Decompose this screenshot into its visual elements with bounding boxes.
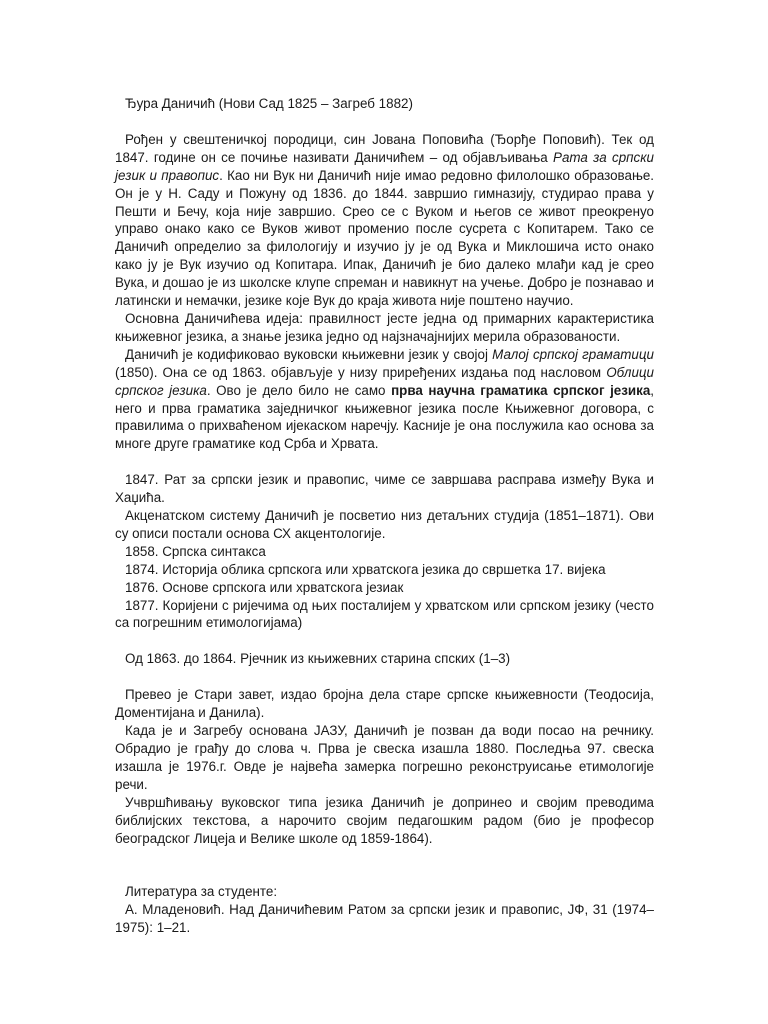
- bio-paragraph-2: Основна Даничићева идеја: правилност јесте једна од примарних карактеристика књижевног језика, а знање језика једно од најзначајнијих мерила образованости.: [115, 310, 654, 344]
- bio-paragraph-3: Даничић је кодификовао вуковски књижевни језик у својој Малој српској граматици (1850). Она се од 1863. објављује у низу приређених издања под насловом Облици српског језика. Ово је дело било не само прва научна граматика српског језика, него и прва граматика заједничког књижевног језика после Књижевног договора, с правилима о прихваћеном ијекаском наречју. Касније је она послужила као основа за многе друге граматике код Срба и Хрвата.: [115, 346, 655, 452]
- spacer: [115, 632, 654, 650]
- literature-heading: Литература за студенте:: [125, 884, 278, 900]
- spacer: [115, 668, 654, 686]
- bold-emphasis: прва научна граматика српског језика: [391, 382, 651, 398]
- spacer: [115, 847, 654, 883]
- works-item-4: 1874. Историја облика српскога или хрватскога језика до свршетка 17. вијека: [125, 561, 606, 577]
- spacer: [115, 453, 654, 471]
- bio-paragraph-1: Рођен у свештеничкој породици, син Јована Поповића (Ђорђе Поповић). Тек од 1847. године он се почиње називати Даничићем – од објављивања Рата за српски језик и правопис. Као ни Вук ни Даничић није имао редовно филолошко образовање. Он је у Н. Саду и Пожуну од 1836. до 1844. завршио гимназију, студирао права у Пешти и Бечу, која није завршио. Срео се с Вуком и његов се живот преокренуо управо онако како се Вуков живот променио после сусрета с Копитарем. Тако се Даничић определио за филологију и изучио ју је од Вука и Миклошича исто онако како ју је Вук изучио од Копитара. Ипак, Даничић је био далеко млађи кад је срео Вука, и дошао је из школске клупе спреман и навикнут на учење. Добро је познавао и латински и немачки, језике које Вук до краја живота није поштено научио.: [115, 131, 655, 309]
- book-title-rat: Рата за српски језик и правопис: [115, 149, 654, 183]
- works-item-6: 1877. Коријени с ријечима од њих посталијем у хрватском или српском језику (често са погрешним етимологијама): [115, 597, 654, 631]
- later-paragraph-2: Када је и Загребу основана ЈАЗУ, Даничић је позван да води посао на речнику. Обрадио је грађу до слова ч. Прва је свеска изашла 1880. Последња 97. свеска изашла је 1976.г. Овде је највећа замерка погрешно реконструисање етимологије речи.: [115, 723, 654, 792]
- book-title-oblici: Облици српског језика: [115, 364, 654, 398]
- literature-reference: А. Младеновић. Над Даничићевим Ратом за српски језик и правопис, ЈФ, 31 (1974–1975): 1–21.: [115, 902, 654, 936]
- works-item-3: 1858. Српска синтакса: [125, 543, 266, 559]
- dictionary-line: Од 1863. до 1864. Рјечник из књижевних старина спских (1–3): [125, 651, 511, 667]
- book-title-mala-gramatika: Малој српској граматици: [492, 346, 654, 362]
- works-item-2: Акценатском систему Даничић је посветио низ детаљних студија (1851–1871). Ови су описи постали основа СХ акцентологије.: [115, 508, 654, 541]
- works-item-1: 1847. Рат за српски језик и правопис, чиме се завршава расправа између Вука и Хаџића.: [115, 472, 654, 506]
- later-paragraph-1: Превео је Стари завет, издао бројна дела старе српске књижевности (Теодосија, Доментијана и Данила).: [115, 687, 654, 721]
- spacer: [115, 113, 654, 131]
- works-item-5: 1876. Основе српскога или хрватскога језиак: [125, 579, 404, 595]
- later-paragraph-3: Учвршћивању вуковског типа језика Даничић је допринео и својим преводима библијских текстова, а нарочито својим педагошким радом (био је професор београдског Лицеја и Велике школе од 1859-1864).: [115, 794, 654, 846]
- document-title: Ђура Даничић (Нови Сад 1825 – Загреб 1882): [125, 96, 413, 111]
